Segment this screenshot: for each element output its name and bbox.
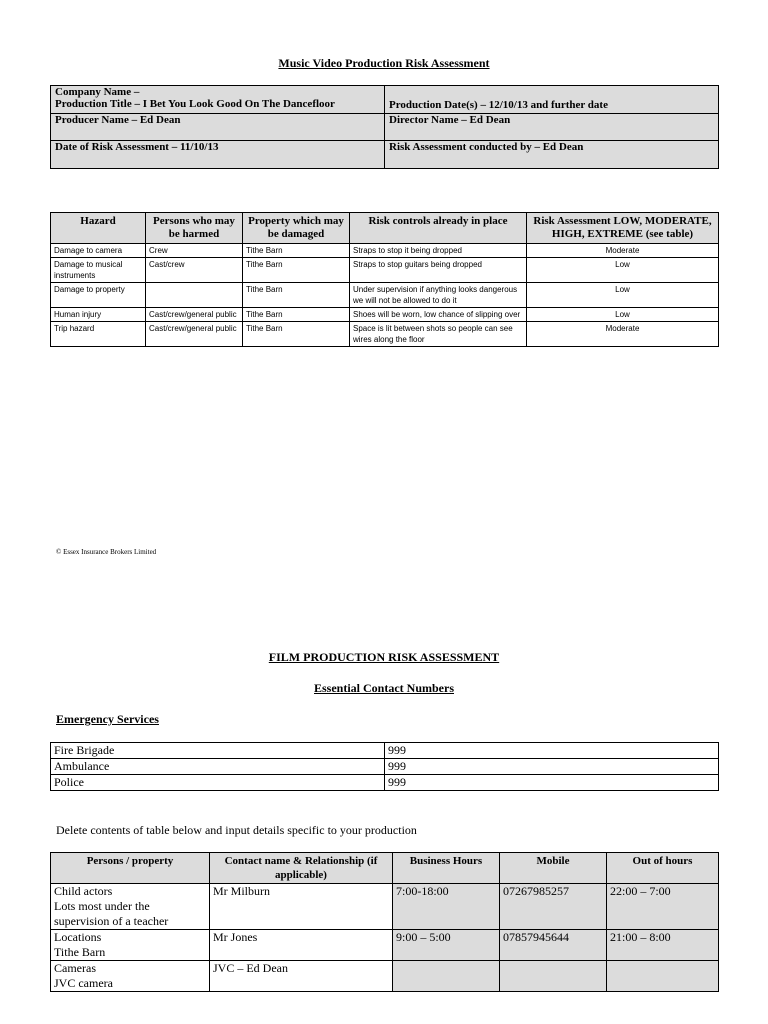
table-row — [51, 322, 719, 347]
property-cell: Tithe Barn — [243, 283, 350, 308]
table-row — [51, 884, 719, 930]
persons-property-cell: Cameras JVC camera — [51, 961, 210, 992]
risk-level-cell: Moderate — [527, 322, 719, 347]
header-hazard: Hazard — [51, 213, 146, 244]
service-number: 999 — [385, 775, 719, 791]
risk-level-cell: Low — [527, 283, 719, 308]
assessment-conducted-by: Risk Assessment conducted by – Ed Dean — [385, 141, 719, 169]
business-hours-cell: 9:00 – 5:00 — [393, 930, 500, 961]
persons-cell: Cast/crew — [146, 258, 243, 283]
risk-assessment-title: Music Video Production Risk Assessment — [278, 56, 490, 70]
controls-cell: Shoes will be worn, low chance of slipping over — [350, 308, 527, 322]
header-property: Property which may be damaged — [243, 213, 350, 244]
hazard-cell: Trip hazard — [51, 322, 146, 347]
service-name: Fire Brigade — [51, 743, 385, 759]
persons-property-cell: Locations Tithe Barn — [51, 930, 210, 961]
table-row — [51, 244, 719, 258]
out-of-hours-cell — [607, 961, 719, 992]
contact-name-cell: Mr Jones — [210, 930, 393, 961]
table-row — [51, 743, 719, 759]
service-name: Ambulance — [51, 759, 385, 775]
controls-cell: Space is lit between shots so people can see wires along the floor — [350, 322, 527, 347]
emergency-services-heading: Emergency Services — [56, 712, 159, 726]
persons-cell: Cast/crew/general public — [146, 322, 243, 347]
header-contact-name: Contact name & Relationship (if applicable) — [210, 853, 393, 884]
risk-level-cell: Moderate — [527, 244, 719, 258]
table-row — [51, 258, 719, 283]
table-row — [51, 283, 719, 308]
risk-level-cell: Low — [527, 308, 719, 322]
hazard-table — [50, 212, 719, 347]
hazard-table-header — [51, 213, 719, 244]
contacts-table — [50, 852, 719, 992]
copyright-footer: © Essex Insurance Brokers Limited — [56, 548, 157, 556]
instruction-text: Delete contents of table below and input details specific to your production — [56, 823, 417, 837]
header-persons-property: Persons / property — [51, 853, 210, 884]
production-dates-cell — [385, 86, 719, 114]
company-name: Company Name – — [55, 86, 140, 98]
header-risk-level: Risk Assessment LOW, MODERATE, HIGH, EXTREME (see table) — [527, 213, 719, 244]
hazard-cell: Damage to musical instruments — [51, 258, 146, 283]
contact-name-cell: JVC – Ed Dean — [210, 961, 393, 992]
production-info-table — [50, 85, 719, 169]
property-cell: Tithe Barn — [243, 308, 350, 322]
persons-property-cell: Child actors Lots most under the supervision of a teacher — [51, 884, 210, 930]
property-cell: Tithe Barn — [243, 322, 350, 347]
contacts-table-header — [51, 853, 719, 884]
controls-cell: Under supervision if anything looks dangerous we will not be allowed to do it — [350, 283, 527, 308]
persons-cell — [146, 283, 243, 308]
date-of-assessment: Date of Risk Assessment – 11/10/13 — [51, 141, 385, 169]
hazard-cell: Damage to property — [51, 283, 146, 308]
service-number: 999 — [385, 759, 719, 775]
persons-cell: Crew — [146, 244, 243, 258]
property-cell: Tithe Barn — [243, 244, 350, 258]
service-number: 999 — [385, 743, 719, 759]
table-row — [51, 775, 719, 791]
company-production-cell — [51, 86, 385, 114]
business-hours-cell: 7:00-18:00 — [393, 884, 500, 930]
table-row — [51, 961, 719, 992]
header-persons: Persons who may be harmed — [146, 213, 243, 244]
business-hours-cell — [393, 961, 500, 992]
table-row — [51, 308, 719, 322]
production-dates: Production Date(s) – 12/10/13 and further date — [389, 99, 608, 111]
persons-cell: Cast/crew/general public — [146, 308, 243, 322]
mobile-cell: 07267985257 — [500, 884, 607, 930]
out-of-hours-cell: 22:00 – 7:00 — [607, 884, 719, 930]
risk-level-cell: Low — [527, 258, 719, 283]
director-name: Director Name – Ed Dean — [385, 114, 719, 141]
header-out-of-hours: Out of hours — [607, 853, 719, 884]
header-risk-controls: Risk controls already in place — [350, 213, 527, 244]
controls-cell: Straps to stop guitars being dropped — [350, 258, 527, 283]
header-mobile: Mobile — [500, 853, 607, 884]
production-title: Production Title – I Bet You Look Good On The Dancefloor — [55, 98, 335, 110]
contact-numbers-subtitle: Essential Contact Numbers — [314, 681, 454, 695]
producer-name: Producer Name – Ed Dean — [51, 114, 385, 141]
mobile-cell — [500, 961, 607, 992]
property-cell: Tithe Barn — [243, 258, 350, 283]
hazard-cell: Damage to camera — [51, 244, 146, 258]
service-name: Police — [51, 775, 385, 791]
hazard-cell: Human injury — [51, 308, 146, 322]
controls-cell: Straps to stop it being dropped — [350, 244, 527, 258]
emergency-services-table — [50, 742, 719, 791]
header-business-hours: Business Hours — [393, 853, 500, 884]
mobile-cell: 07857945644 — [500, 930, 607, 961]
contact-name-cell: Mr Milburn — [210, 884, 393, 930]
film-assessment-title: FILM PRODUCTION RISK ASSESSMENT — [268, 650, 500, 664]
table-row — [51, 930, 719, 961]
table-row — [51, 759, 719, 775]
out-of-hours-cell: 21:00 – 8:00 — [607, 930, 719, 961]
